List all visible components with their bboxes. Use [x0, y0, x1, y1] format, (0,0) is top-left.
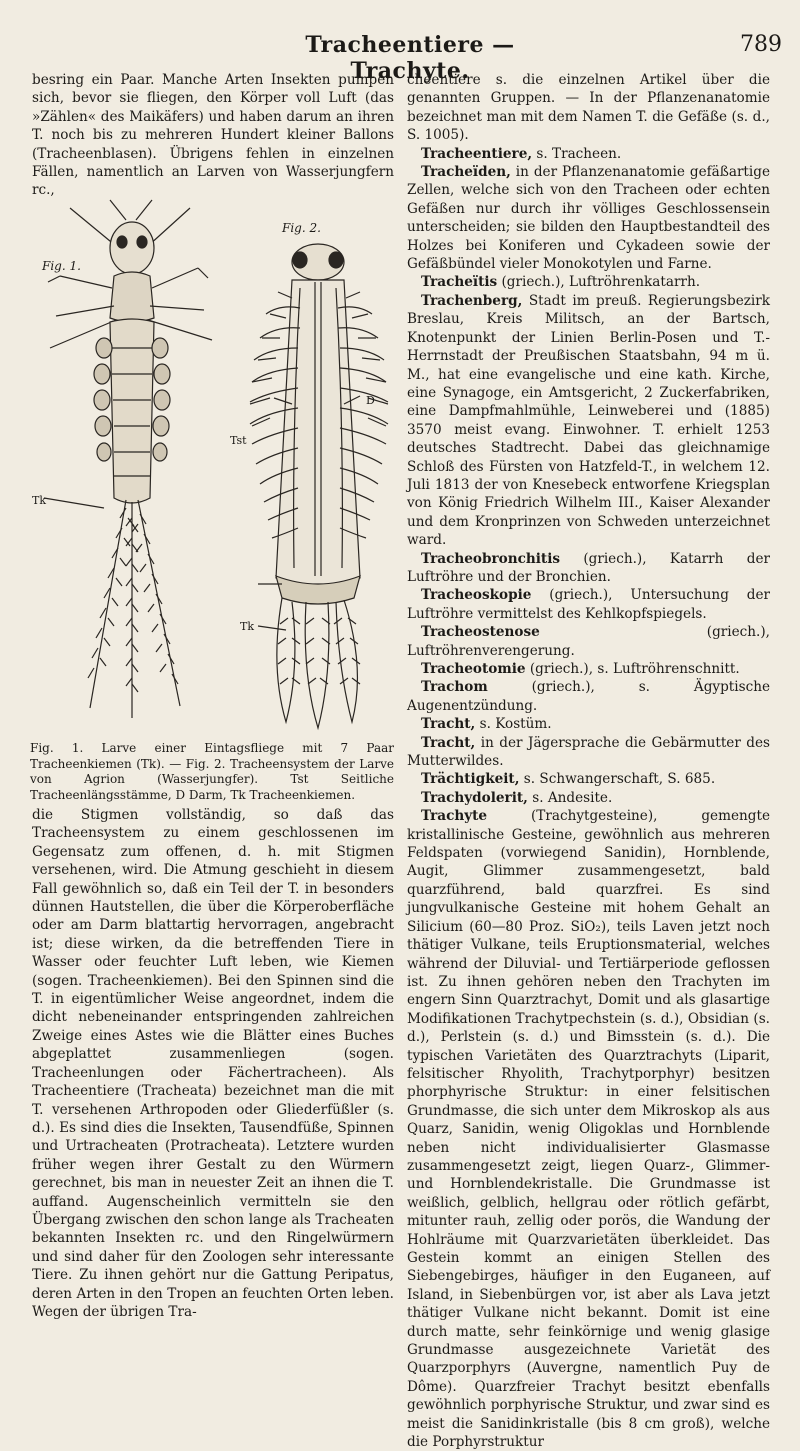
dictionary-entry [407, 145, 770, 163]
dictionary-entry [407, 789, 770, 807]
entry-lemma: Tracheobronchitis [421, 550, 561, 567]
dictionary-entry [407, 678, 770, 715]
figure-caption: Fig. 1. Larve einer Eintagsfliege mit 7 Paar Tracheenkiemen (Tk). — Fig. 2. Tracheensystem der Larve von Agrion (Wasserjungfer). Tst Seitliche Tracheenlängsstämme, D Darm, Tk Tracheenkiemen. [30, 741, 394, 802]
fig2-label: Fig. 2. [282, 221, 321, 235]
entry-text: (griech.), s. Ägyptische Augenentzündung. [407, 679, 770, 714]
dictionary-entry [407, 550, 770, 587]
entry-text: (griech.), Luftröhrenverengerung. [407, 624, 770, 659]
dictionary-entry [407, 660, 770, 678]
entry-text: in der Jägersprache die Gebärmutter des Mutterwildes. [407, 734, 770, 770]
fig1-label: Fig. 1. [42, 259, 81, 273]
agrion-larva-drawing [250, 244, 388, 728]
dictionary-entry [407, 586, 770, 623]
entry-text: s. Kostüm. [475, 716, 552, 733]
larvae-illustration [30, 198, 396, 736]
dictionary-entry [407, 770, 770, 788]
dictionary-entry [407, 273, 770, 291]
entry-text: (griech.), Katarrh der Luftröhre und der Bronchien. [407, 550, 770, 585]
right-intro-paragraph: cheentiere s. die einzelnen Artikel über die genannten Gruppen. — In der Pflanzenanatomie bezeichnet man mit dem Namen T. die Gefäße (s. d., S. 1005). [407, 72, 770, 144]
dictionary-entry [407, 807, 770, 1451]
dictionary-entry [407, 734, 770, 771]
entry-lemma: Tracheïden, [421, 164, 511, 181]
entry-lemma: Tracheentiere, [421, 145, 533, 162]
entry-lemma: Trachom [421, 679, 488, 696]
dictionary-entry [407, 715, 770, 733]
page-number: 789 [740, 32, 782, 57]
fig1-tk-label: Tk [32, 494, 47, 507]
entry-text: s. Tracheen. [532, 145, 622, 162]
fig2-d-label: D [366, 394, 375, 407]
entry-lemma: Tracheotomie [421, 661, 526, 677]
entry-lemma: Tracheïtis [421, 274, 498, 291]
entry-lemma: Trachydolerit, [421, 789, 528, 806]
figure-insect-larvae [30, 198, 396, 736]
entry-text: (griech.), Untersuchung der Luftröhre vermittelst des Kehlkopfspiegels. [407, 587, 770, 622]
entry-lemma: Trachyte [421, 808, 488, 825]
entry-text: s. Andesite. [527, 789, 613, 806]
tk-pointer-line [44, 498, 104, 508]
entry-lemma: Tracheoskopie [421, 587, 532, 604]
mayfly-larva-drawing [48, 200, 212, 718]
left-column-top [32, 71, 394, 200]
fig2-tst-label: Tst [230, 434, 247, 447]
entry-text: (griech.), Luftröhrenkatarrh. [497, 274, 701, 291]
entry-text: (griech.), s. Luftröhrenschnitt. [525, 661, 740, 677]
entry-lemma: Tracheostenose [421, 624, 540, 641]
entry-lemma: Trachenberg, [421, 292, 523, 309]
dictionary-entry [407, 292, 770, 550]
dictionary-entry [407, 163, 770, 273]
dictionary-entry [407, 623, 770, 660]
entry-text: (Trachytgesteine), gemengte kristallinische Gesteine, gewöhnlich aus mehreren Feldspaten (vorwiegend Sanidin), Hornblende, Augit, Glimmer zusammengesetzt, bald quarzführend, bald quarzfrei. Es sind jungvulkanische Gesteine mit hohem Gehalt an Silicium (60—80 Proz. SiO₂), teils Laven jetzt noch thätiger Vulkane, teils Eruptionsmaterial, welches während der Diluvial- und Tertiärperiode geflossen ist. Zu ihnen gehören neben den Trachyten im engern Sinn Quarztrachyt, Domit und als glasartige Modifikationen Trachytpechstein (s. d.), Obsidian (s. d.), Perlstein (s. d.) und Bimsstein (s. d.). Die typischen Varietäten des Quarztrachyts (Liparit, felsitischer Rhyolith, Trachytporphyr) besitzen phorphyrische Struktur: in einer felsitischen Grundmasse, die sich unter dem Mikroskop als aus Quarz, Sanidin, wenig Oligoklas und Hornblende neben nicht individualisierter Glasmasse zusammengesetzt zeigt, liegen Quarz-, Glimmer- und Hornblendekristalle. Die Grundmasse ist weißlich, gelblich, hellgrau oder rötlich gefärbt, mitunter rauh, zellig oder porös, die Wandung der Hohlräume mit Quarzvarietäten überkleidet. Das Gestein kommt an einigen Stellen des Siebengebirges, häufiger in den Euganeen, auf Island, in Siebenbürgen vor, ist aber als Lava jetzt thätiger Vulkane nicht bekannt. Domit ist eine durch matte, sehr feinkörnige und wenig glasige Grundmasse ausgezeichnete Varietät des Quarzporphyrs (Auvergne, namentlich Puy de Dôme). Quarzfreier Trachyt besitzt ebenfalls gewöhnlich porphyrische Struktur, und zwar sind es meist die Sanidinkristalle (bis 8 cm groß), welche die Porphyrstruktur [407, 808, 770, 1451]
entry-lemma: Tracht, [421, 716, 476, 733]
entry-text: s. Schwangerschaft, S. 685. [519, 771, 716, 788]
entry-text: in der Pflanzenanatomie gefäßartige Zellen, welche sich von den Tracheen oder echten Gefäßen nur durch ihr völliges Geschlossensein unterscheiden; sie bilden den Hauptbestandteil des Holzes bei Koniferen und Cykadeen sowie der Gefäßbündel vieler Monokotylen und Farne. [407, 164, 770, 273]
right-column [407, 71, 770, 1451]
left-top-paragraph: besring ein Paar. Manche Arten Insekten pumpen sich, bevor sie fliegen, den Körper voll Luft (das »Zählen« des Maikäfers) und haben darum an ihren T. noch bis zu mehreren Hundert kleiner Ballons (Tracheenblasen). Übrigens fehlen in einzelnen Fällen, namentlich an Larven von Wasserjungfern rc., [32, 72, 394, 199]
entry-lemma: Trächtigkeit, [421, 771, 520, 788]
dictionary-entries [407, 145, 770, 1451]
entry-text: Stadt im preuß. Regierungsbezirk Breslau, Kreis Militsch, an der Bartsch, Knotenpunkt der Linien Berlin-Posen und T.-Herrnstadt der Preußischen Staatsbahn, 94 m ü. M., hat eine evangelische und eine kath. Kirche, eine Synagoge, ein Amtsgericht, 2 Zuckerfabriken, eine Dampfmahlmühle, Leinweberei und (1885) 3570 meist evang. Einwohner. T. erhielt 1253 deutsches Stadtrecht. Dabei das gleichnamige Schloß des Fürsten von Hatzfeld-T., in welchem 12. Juli 1813 der von Knesebeck entworfene Kriegsplan von König Friedrich Wilhelm III., Kaiser Alexander und dem Kronprinzen von Schweden unterzeichnet ward. [407, 292, 770, 549]
left-bottom-paragraph: die Stigmen vollständig, so daß das Tracheensystem zu einem geschlossenen im Gegensatz zum offenen, d. h. mit Stigmen versehenen, wird. Die Atmung geschieht in diesem Fall gewöhnlich so, daß ein Teil der T. in besonders dünnen Hautstellen, die über die Körperoberfläche oder am Darm blattartig hervorragen, angebracht ist; diese wirken, da die betreffenden Tiere in Wasser oder feuchter Luft leben, wie Kiemen (sogen. Tracheenkiemen). Bei den Spinnen sind die T. in eigentümlicher Weise angeordnet, indem die dicht nebeneinander entspringenden zahlreichen Zweige eines Astes wie die Blätter eines Buches abgeplattet zusammenliegen (sogen. Tracheenlungen oder Fächertracheen). Als Tracheentiere (Tracheata) bezeichnet man die mit T. versehenen Arthropoden oder Gliederfüßler (s. d.). Es sind dies die Insekten, Tausendfüße, Spinnen und Urtracheaten (Protracheata). Letztere wurden früher wegen ihrer Gestalt zu den Würmern gerechnet, bis man in neuester Zeit an ihnen die T. auffand. Augenscheinlich vermitteln sie den Übergang zwischen den schon lange als Tracheaten bekannten Insekten rc. und den Ringelwürmern und sind daher für den Zoologen sehr interessante Tiere. Zu ihnen gehört nur die Gattung Peripatus, deren Arten in den Tropen an feuchten Orten leben. Wegen der übrigen Tra- [32, 807, 394, 1320]
page-header [0, 0, 800, 84]
left-column-bottom [32, 806, 394, 1321]
running-title: Tracheentiere — Trachyte. [305, 32, 515, 84]
entry-lemma: Tracht, [421, 734, 476, 751]
fig2-tk-label: Tk [240, 620, 255, 633]
